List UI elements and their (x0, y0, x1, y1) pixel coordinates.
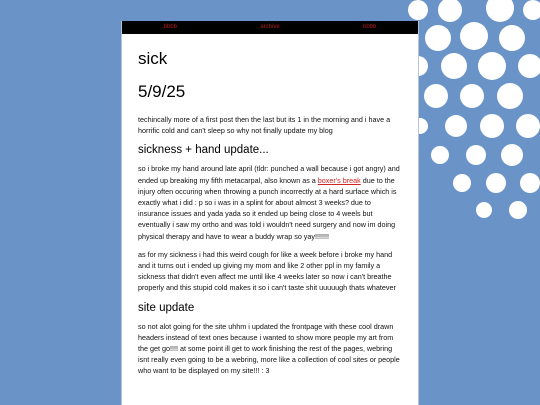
section-heading-site-update: site update (138, 301, 195, 314)
nav-link-archive[interactable]: archive (260, 24, 280, 30)
paragraph-text: due to the injury often occuring when throwing a punch incorrectly at a hard surface which is exactly what i did : p so i was in a splint for about almost 3 weeks? due to insurance issues and yada yada so it ended up being close to 4 weels but eventually i saw my ortho and was told i wouldn't need surgery and now im doing physical therapy and have to wear a buddy wrap so yay!!!!!!! (138, 175, 397, 241)
post-date: 5/9/25 (138, 82, 186, 101)
polka-dot (408, 0, 428, 20)
polka-dot (499, 25, 525, 51)
post-title: sick (138, 49, 168, 68)
polka-dot (460, 22, 488, 50)
post-content (122, 34, 418, 377)
nav-link-home[interactable]: bbbb (163, 24, 178, 30)
boxers-break-link[interactable]: boxer's break (317, 175, 361, 185)
polka-dot (486, 0, 514, 22)
paragraph-text: so i broke my hand around late april (tldr: punched a wall because i got angry) and ended up breaking my fifth metacarpal, also known as a (138, 164, 400, 185)
polka-dot (497, 83, 523, 109)
polka-dot (523, 0, 540, 20)
polka-dot (466, 145, 486, 165)
section-heading-sickness: sickness + hand update... (138, 144, 269, 157)
section-paragraph-site: so not alot going for the site uhhm i updated the frontpage with these cool drawn headers instead of text ones because i wanted to show more people my art from the get go!!!! at some point ill get to work finishing the rest of the pages, webring isnt really even going to be a webring, more like a collection of cool sites or people who want to be displayed on my site!!! : 3 (138, 321, 400, 376)
polka-dot (478, 52, 506, 80)
polka-dot (516, 114, 540, 138)
polka-dot (501, 144, 523, 166)
polka-dot (520, 173, 540, 193)
polka-dot (441, 53, 467, 79)
polka-dot (438, 0, 462, 22)
nav-link-other[interactable]: bbbb (362, 24, 377, 30)
polka-dot (476, 202, 492, 218)
blog-page (121, 21, 419, 405)
polka-dot (480, 114, 504, 138)
polka-dot (453, 174, 471, 192)
polka-dot (431, 146, 449, 164)
polka-dot (509, 201, 527, 219)
polka-dot (460, 84, 484, 108)
polka-dot (424, 84, 448, 108)
polka-dot (445, 115, 467, 137)
polka-dot (486, 173, 506, 193)
post-intro: techincally more of a first post then the last but its 1 in the morning and i have a horrific cold and can't sleep so why not finally update my blog (138, 115, 391, 136)
section-paragraph-hand (138, 163, 403, 241)
section-paragraph-sickness: as for my sickness i had this weird cough for like a week before i broke my hand and it turns out i ended up giving my mom and like 2 other ppl in my family a sickness that didn't even affect me until like 4 weeks later so now i can't breathe properly and this stupid cold makes it so i can't taste shit uuuuugh thats whatever (138, 249, 396, 293)
polka-dot (425, 25, 451, 51)
polka-dot (518, 54, 540, 78)
top-nav-bar (122, 21, 418, 34)
